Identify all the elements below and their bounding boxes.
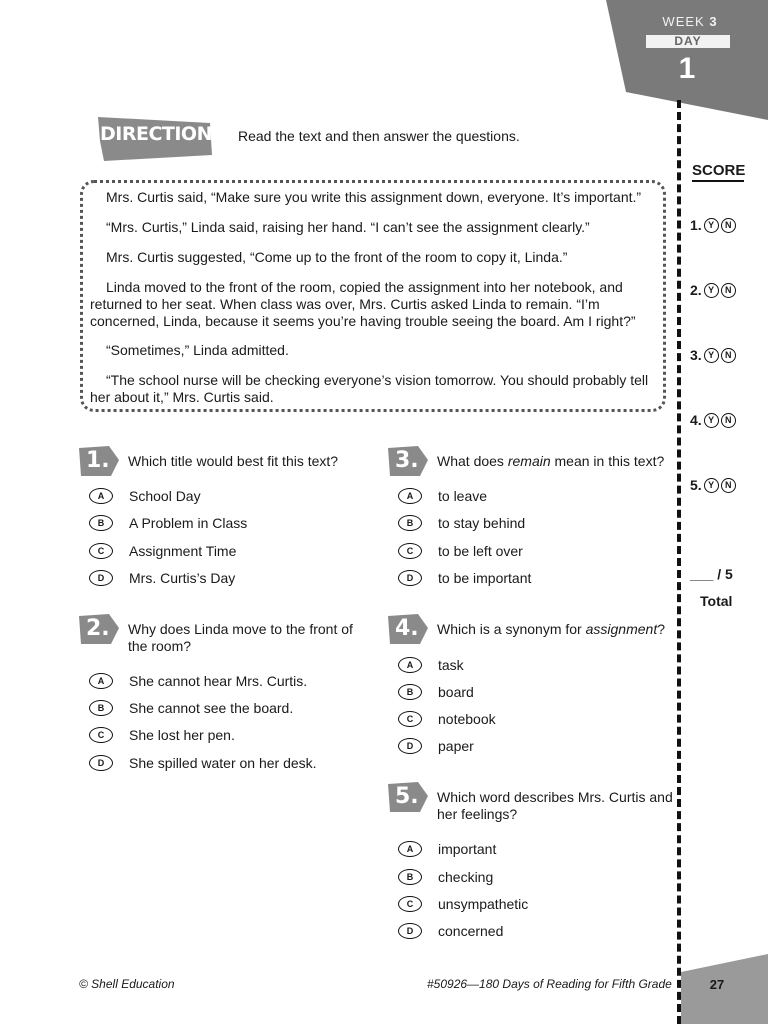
- score-total-label: Total: [700, 593, 733, 609]
- bubble-b[interactable]: B: [89, 515, 113, 531]
- yes-circle[interactable]: Y: [704, 283, 719, 298]
- q2-option-d[interactable]: D She spilled water on her desk.: [89, 755, 317, 771]
- footer-publisher: © Shell Education: [79, 977, 175, 991]
- question-4-text: Which is a synonym for assignment?: [437, 621, 665, 637]
- q4-option-d[interactable]: D paper: [398, 738, 474, 754]
- bubble-d[interactable]: D: [398, 738, 422, 754]
- week-label: WEEK 3: [662, 14, 718, 29]
- day-label: DAY: [646, 35, 730, 48]
- question-1-text: Which title would best fit this text?: [128, 453, 339, 469]
- q1-option-b[interactable]: B A Problem in Class: [89, 515, 247, 531]
- bubble-d[interactable]: D: [398, 570, 422, 586]
- bubble-c[interactable]: C: [398, 711, 422, 727]
- bubble-d[interactable]: D: [89, 570, 113, 586]
- q1-option-c[interactable]: C Assignment Time: [89, 543, 236, 559]
- q1-option-a[interactable]: A School Day: [89, 488, 201, 504]
- q3-option-d[interactable]: D to be important: [398, 570, 531, 586]
- q1-option-d[interactable]: D Mrs. Curtis’s Day: [89, 570, 235, 586]
- score-row-5: 5. Y N: [690, 477, 736, 493]
- no-circle[interactable]: N: [721, 218, 736, 233]
- bubble-c[interactable]: C: [89, 727, 113, 743]
- score-row-3: 3. Y N: [690, 347, 736, 363]
- no-circle[interactable]: N: [721, 283, 736, 298]
- score-title: SCORE: [692, 162, 744, 182]
- passage-paragraph: “The school nurse will be checking everyone’s vision tomorrow. You should probably tell her about it,” Mrs. Curtis said.: [90, 372, 649, 405]
- question-5-text: Which word describes Mrs. Curtis and her feelings?: [437, 789, 673, 822]
- yes-circle[interactable]: Y: [704, 218, 719, 233]
- no-circle[interactable]: N: [721, 413, 736, 428]
- bubble-a[interactable]: A: [398, 841, 422, 857]
- passage-paragraph: Mrs. Curtis said, “Make sure you write this assignment down, everyone. It’s important.”: [106, 189, 642, 205]
- bubble-b[interactable]: B: [89, 700, 113, 716]
- q4-option-b[interactable]: B board: [398, 684, 474, 700]
- bubble-c[interactable]: C: [89, 543, 113, 559]
- score-column-divider: [677, 100, 681, 1024]
- bubble-a[interactable]: A: [89, 673, 113, 689]
- q3-option-b[interactable]: B to stay behind: [398, 515, 525, 531]
- bubble-b[interactable]: B: [398, 869, 422, 885]
- bubble-b[interactable]: B: [398, 684, 422, 700]
- no-circle[interactable]: N: [721, 478, 736, 493]
- question-4-number: 4.: [395, 616, 419, 641]
- question-2-text: Why does Linda move to the front of the room?: [128, 621, 353, 654]
- score-row-2: 2. Y N: [690, 282, 736, 298]
- bubble-a[interactable]: A: [398, 488, 422, 504]
- q3-option-a[interactable]: A to leave: [398, 488, 487, 504]
- q2-option-a[interactable]: A She cannot hear Mrs. Curtis.: [89, 673, 307, 689]
- q5-option-a[interactable]: A important: [398, 841, 496, 857]
- bubble-b[interactable]: B: [398, 515, 422, 531]
- bubble-d[interactable]: D: [89, 755, 113, 771]
- q5-option-b[interactable]: B checking: [398, 869, 493, 885]
- score-total-blank[interactable]: ___ / 5: [690, 566, 733, 582]
- bubble-c[interactable]: C: [398, 896, 422, 912]
- q2-option-c[interactable]: C She lost her pen.: [89, 727, 235, 743]
- yes-circle[interactable]: Y: [704, 413, 719, 428]
- bubble-a[interactable]: A: [89, 488, 113, 504]
- directions-text: Read the text and then answer the questions.: [238, 128, 520, 144]
- score-row-4: 4. Y N: [690, 412, 736, 428]
- directions-label: DIRECTIONS: [100, 123, 226, 145]
- bubble-c[interactable]: C: [398, 543, 422, 559]
- q4-option-c[interactable]: C notebook: [398, 711, 496, 727]
- q5-option-c[interactable]: C unsympathetic: [398, 896, 528, 912]
- q3-option-c[interactable]: C to be left over: [398, 543, 523, 559]
- passage-paragraph: Mrs. Curtis suggested, “Come up to the front of the room to copy it, Linda.”: [106, 249, 568, 265]
- bubble-d[interactable]: D: [398, 923, 422, 939]
- question-2-number: 2.: [86, 616, 110, 641]
- yes-circle[interactable]: Y: [704, 478, 719, 493]
- no-circle[interactable]: N: [721, 348, 736, 363]
- yes-circle[interactable]: Y: [704, 348, 719, 363]
- footer-book-title: #50926—180 Days of Reading for Fifth Grade: [427, 977, 672, 991]
- q2-option-b[interactable]: B She cannot see the board.: [89, 700, 293, 716]
- q5-option-d[interactable]: D concerned: [398, 923, 503, 939]
- score-row-1: 1. Y N: [690, 217, 736, 233]
- passage-paragraph: “Mrs. Curtis,” Linda said, raising her hand. “I can’t see the assignment clearly.”: [106, 219, 590, 235]
- question-5-number: 5.: [395, 784, 419, 809]
- day-number: 1: [678, 52, 696, 85]
- passage-paragraph: Linda moved to the front of the room, copied the assignment into her notebook, and returned to her seat. When class was over, Mrs. Curtis asked Linda to remain. “I’m concerned, Linda, because it seems you’re having trouble seeing the board. Am I right?”: [90, 279, 636, 329]
- bubble-a[interactable]: A: [398, 657, 422, 673]
- passage-paragraph: “Sometimes,” Linda admitted.: [106, 342, 289, 358]
- question-1-number: 1.: [86, 448, 110, 473]
- page-number: 27: [709, 977, 725, 992]
- question-3-text: What does remain mean in this text?: [437, 453, 665, 469]
- q4-option-a[interactable]: A task: [398, 657, 464, 673]
- question-3-number: 3.: [395, 448, 419, 473]
